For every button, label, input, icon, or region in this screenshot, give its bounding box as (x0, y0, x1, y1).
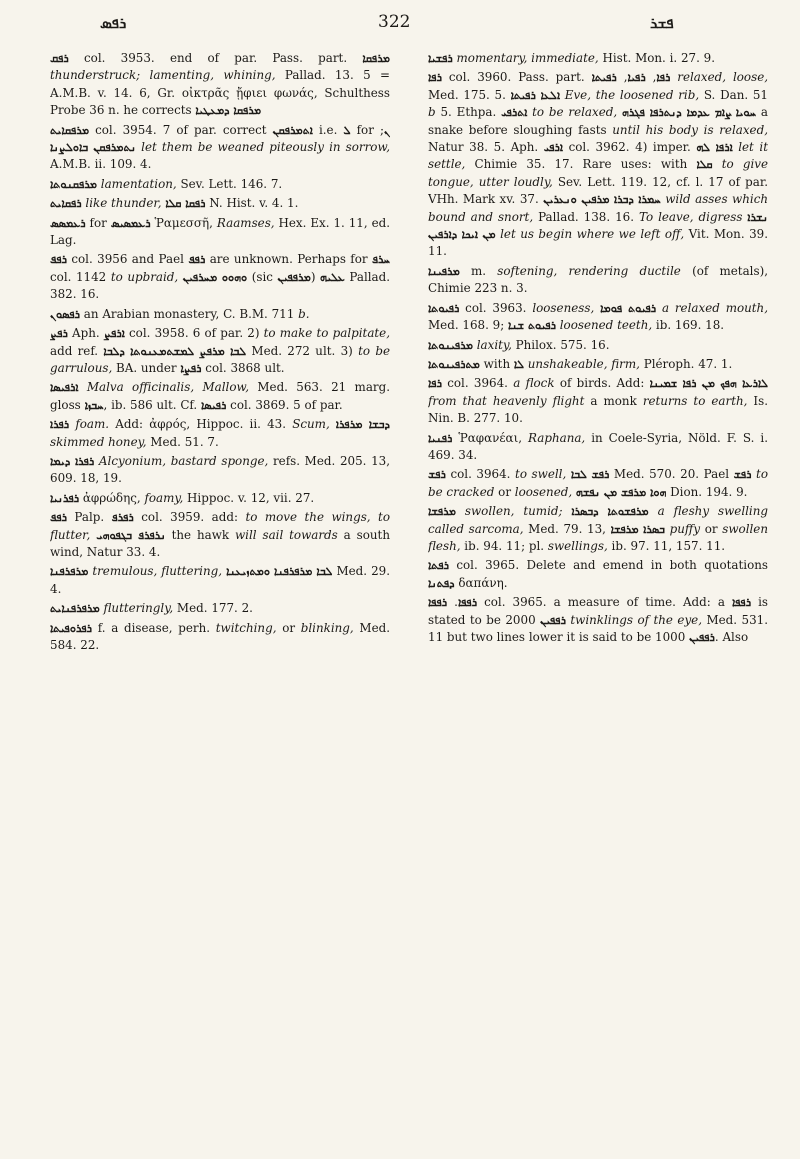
entry-text: Aph. (67, 326, 104, 341)
english-gloss: let them be weaned piteously in sorrow, (136, 140, 390, 155)
entry-text: ib. 94. 11; pl. (460, 538, 548, 553)
entry-text: Pléroph. 47. 1. (639, 356, 733, 371)
english-gloss: laxity, (472, 337, 512, 352)
english-gloss: thunderstruck; lamenting, whining, (50, 68, 276, 83)
english-gloss: flutteringly, (99, 601, 174, 616)
english-gloss: Scum, (292, 417, 336, 432)
entry-text: Vit. Mon. 39. 11. (428, 227, 768, 259)
entry-text: , ib. 586 ult. Cf. (103, 397, 201, 412)
syriac-term: ܪܦܪܢܝܐ (50, 491, 80, 505)
left-column (50, 50, 390, 1140)
syriac-term: ܡܪܦܪܦܢܐ (50, 565, 89, 579)
entry-text: a snake before sloughing fasts (428, 105, 768, 137)
english-gloss: will sail towards (235, 527, 338, 542)
english-gloss: to make to palpitate, (263, 326, 390, 341)
syriac-term: ܪܦܪܦ (111, 511, 134, 525)
english-gloss: swellings, (547, 538, 608, 553)
syriac-term: ܕܦܬܢܐ (428, 576, 455, 590)
english-gloss: to be garrulous, (50, 343, 390, 375)
syriac-term: ܘܗܘܘ ܡܚܪܦܝܢ (182, 270, 248, 284)
entry-text: are unknown. Perhaps for (205, 252, 372, 267)
entry-text: col. 3956 and Pael (66, 252, 189, 267)
syriac-term: ܪܦܦܝܢ (540, 613, 566, 627)
syriac-term: ܪܦܐ (656, 71, 671, 85)
dictionary-entry (50, 563, 390, 598)
dictionary-entry (50, 215, 390, 250)
dictionary-entry (50, 453, 390, 488)
page-number: 322 (378, 12, 411, 32)
syriac-term: ܐܪܦܝܣܐ (50, 381, 79, 395)
english-gloss: let us begin where we left off, (495, 227, 685, 242)
dictionary-entry (428, 594, 768, 646)
dictionary-entry (428, 375, 768, 427)
entry-text: the hawk (165, 527, 235, 542)
syriac-term: ܪܦܝܐ (627, 71, 646, 85)
entry-text: Sev. Lett. 119. 12, cf. l. 17 of par. VHh. Mark xv. 37. (428, 174, 768, 207)
dictionary-entry (428, 557, 768, 592)
syriac-term: ܪܦܪܐ (50, 418, 70, 432)
entry-text: ib. 97. 11, 157. 11. (607, 538, 726, 553)
english-gloss: to move the wings, to flutter, (50, 510, 390, 542)
syriac-term: ܠܒܐ ܡܪܦܨ ܠܡܫܬܡܥܢܘܬܐ ܕܠܒܐ (103, 344, 247, 358)
entry-text: a monk (584, 393, 643, 408)
english-gloss: loosened teeth, (555, 318, 653, 333)
english-gloss: a flock (513, 376, 555, 391)
syriac-term: ܡܪܦܩܢܘܬܐ (50, 177, 98, 191)
entry-text: col. 3959. add: (133, 510, 246, 525)
entry-text: Is. Nin. B. 277. 10. (428, 393, 768, 426)
dictionary-entry (50, 325, 390, 377)
dictionary-entry (428, 356, 768, 373)
entry-text: Sev. Lett. 146. 7. (176, 176, 283, 191)
entry-text: Med. 51. 7. (146, 434, 219, 449)
english-gloss: lamentation, (97, 176, 177, 191)
syriac-term: ܪܦܫ (428, 468, 446, 482)
entry-text: ib. 169. 18. (652, 318, 725, 333)
entry-text: (of metals), Chimie 223 n. 3. (428, 263, 768, 296)
entry-text: is stated to be 2000 (428, 595, 768, 627)
entry-text: m. (459, 263, 498, 278)
entry-text: ; (379, 122, 384, 137)
syriac-term: ܥܠܝܗ (320, 270, 345, 284)
english-gloss: softening, rendering ductile (497, 263, 681, 278)
dictionary-entry (50, 509, 390, 561)
english-gloss: twinklings of the eye, (565, 612, 702, 627)
entry-text: col. 3958. 6 of par. 2) (124, 326, 264, 341)
syriac-term: ܡܪܦܝܢܐ (428, 264, 460, 278)
english-gloss: from that heavenly flight (428, 393, 585, 408)
right-column (428, 50, 768, 1140)
syriac-term: ܪܦܨ (50, 327, 68, 341)
syriac-term: ܡܪܦܩܐ (362, 52, 390, 65)
english-gloss: tremulous, fluttering, (88, 564, 223, 579)
entry-text: col. 3962. 4) imper. (563, 140, 697, 155)
running-head-syriac-left: ܪܦܣ (100, 14, 127, 32)
page-header (0, 0, 800, 44)
english-gloss: unshakeable, firm, (523, 356, 640, 371)
syriac-term: ܪܦܩܐ ܩܠܐ (165, 197, 206, 211)
syriac-term: ܪܦܬܐ (428, 559, 449, 573)
syriac-term: ܢܫܪܐ ܡܢ ܐܝܟܐ ܕܐܪܦܝܢ (428, 210, 768, 242)
entry-text: with (479, 356, 514, 371)
entry-text: for (350, 122, 380, 137)
entry-text: in Coele-Syria, Nöld. F. S. i. 469. 34. (428, 430, 768, 462)
english-gloss: swollen flesh, (428, 521, 768, 553)
dictionary-entry (50, 620, 390, 655)
syriac-term: ܪܦܫܝܐ (428, 52, 453, 65)
syriac-term: ܪܦܐ (428, 71, 442, 85)
english-gloss: Eve, the loosened rib, (560, 87, 700, 102)
syriac-term: ܐܪܦܐ ܠܗ (696, 141, 733, 155)
english-gloss: to give tongue, utter loudly, (428, 157, 768, 189)
entry-text: of birds. Add: (554, 376, 650, 391)
english-gloss: a relaxed mouth, (656, 300, 768, 315)
entry-text: Med. 272 ult. 3) (246, 343, 359, 358)
syriac-term: ܪܦܝܬܐ (591, 71, 617, 85)
english-gloss: to upbraid, (110, 269, 179, 284)
syriac-term: ܠܐܪܥܐ ܗܦܟ ܡܢ ܪܦܐ ܫܡܝܢܐ (649, 377, 768, 391)
syriac-term: ܪܦܝܘܬ ܫܢܐ (508, 319, 556, 333)
english-gloss: Raamses, (216, 215, 275, 230)
entry-text: Ῥαμεσσῆ, (150, 215, 217, 230)
entry-text: , (616, 70, 628, 85)
dictionary-entry (50, 122, 390, 174)
entry-text: an Arabian monastery, C. B.M. 711 (80, 306, 299, 321)
syriac-term: ܩܠܐ (696, 158, 713, 172)
syriac-term: ܪܦܦ (188, 253, 206, 267)
entry-text: add ref. (50, 343, 104, 358)
syriac-term: ܪܥܡܣܣ (50, 216, 86, 230)
english-gloss: foamy, (144, 490, 184, 505)
entry-text: A.M.B. ii. 109. 4. (50, 157, 152, 172)
running-head-syriac-right: ܦܫܪ (650, 14, 674, 32)
entry-text: col. 3869. 5 of par. (226, 397, 343, 412)
syriac-term: ܪܦܨܐ (180, 361, 202, 375)
entry-text: Philox. 575. 16. (511, 337, 610, 352)
syriac-term: ܪܦܦ (50, 253, 67, 267)
entry-text: col. 3868 ult. (201, 360, 285, 375)
dictionary-entry (428, 337, 768, 354)
syriac-term: ܪܦܦ (50, 511, 67, 525)
syriac-term: ܡܪܦܝܢܘܬܐ (428, 338, 473, 352)
dictionary-entry (50, 50, 390, 120)
english-gloss: momentary, immediate, (452, 51, 599, 65)
entry-text: BA. under (112, 360, 181, 375)
entry-text: ) (310, 269, 321, 284)
english-gloss: foam. (69, 417, 110, 432)
entry-text: Palp. (66, 510, 112, 525)
syriac-term: ܪܦܪܘܦܝܬܐ (50, 621, 93, 635)
syriac-term: ܡܪܦܩܐ ܕܡܥܛܝܐ (195, 104, 262, 118)
syriac-term: ܕܒܫܐ ܡܪܦܪܐ (335, 418, 390, 432)
syriac-term: ܪܦܦܐ (731, 596, 752, 610)
english-gloss: puffy (664, 521, 701, 536)
syriac-term: ܡܪܦܫܘܬܐ ܕܒܣܪܐ (571, 505, 649, 519)
entry-text: Med. 29. 4. (50, 564, 390, 596)
entry-text: col. 3953. end of par. Pass. part. (68, 51, 363, 65)
entry-text: or (494, 484, 515, 499)
entry-text: Hist. Mon. i. 27. 9. (598, 51, 716, 65)
entry-text: Pallad. 13. 5 = A.M.B. v. 14. 6, Gr. οἰκτρᾶς ᾔφιει φωνάς, Schulthess Probe 36 n. he corrects (50, 68, 390, 118)
entry-text: Med. 175. 5. (428, 87, 511, 102)
entry-text: i.e. (312, 122, 344, 137)
entry-text: S. Dan. 51 (699, 87, 768, 102)
entry-text: Hex. Ex. 1. 11, ed. Lag. (50, 215, 390, 248)
entry-text: col. 3965. Delete and emend in both quotations (448, 558, 768, 573)
syriac-term: ܡܪܦܫܐ (428, 505, 456, 519)
entry-text: col. 3964. (441, 376, 514, 391)
english-gloss: b. (298, 306, 310, 321)
entry-text: col. 3954. 7 of par. correct (89, 122, 273, 137)
dictionary-entry (50, 251, 390, 303)
dictionary-entry (428, 430, 768, 465)
entry-text: Med. 79. 13, (523, 521, 611, 536)
entry-text: 5. Ethpa. (435, 105, 502, 120)
entry-text: col. 3960. Pass. part. (441, 70, 592, 85)
dictionary-entry (50, 416, 390, 451)
entry-text: f. a disease, perh. (92, 620, 216, 635)
dictionary-entry (428, 50, 768, 67)
entry-text: Hippoc. v. 12, vii. 27. (183, 490, 315, 505)
entry-text: Med. 584. 22. (50, 620, 390, 652)
english-gloss: to be relaxed, (527, 105, 622, 120)
english-gloss: like thunder, (81, 196, 166, 211)
dictionary-entry (50, 379, 390, 414)
english-gloss: Alcyonium, bastard sponge, (94, 453, 269, 468)
syriac-term: ܪܦܦܝܢ (689, 631, 715, 644)
syriac-term: ܚܡܪܐ ܕܒܪܐ ܡܪܦܝܢ ܘܢܥܪܝܢ (543, 193, 661, 207)
entry-text: Natur 38. 5. Aph. (428, 140, 544, 155)
entry-text: Med. 168. 9; (428, 318, 508, 333)
syriac-term: ܪܦܩ (50, 52, 69, 65)
entry-text: col. 1142 (50, 269, 111, 284)
syriac-term: ܪܦܪܐ ܕܝܡܐ (50, 454, 95, 468)
syriac-term: ܐܪܦܨ (103, 327, 125, 341)
dictionary-entry (428, 69, 768, 260)
english-gloss: twitching, (215, 620, 277, 635)
entry-text: Pallad. 382. 16. (50, 269, 390, 302)
entry-text: refs. Med. 205. 13, 609. 18, 19. (50, 453, 390, 486)
syriac-term: ܪܦܐ (428, 377, 442, 391)
english-gloss: To leave, digress (638, 209, 748, 224)
dictionary-entry (50, 306, 390, 323)
dictionary-entry (428, 300, 768, 335)
syriac-term: ܡܪܦܦܝܢ (277, 270, 311, 284)
dictionary-entry (50, 195, 390, 212)
dictionary-entry (50, 490, 390, 507)
english-gloss: loosened, (514, 484, 573, 499)
syriac-term: ܪܦܝܘܬܐ (428, 301, 460, 315)
english-gloss: blinking, (300, 620, 354, 635)
dictionary-entry (428, 466, 768, 501)
syriac-term: ܐܬܡܪܦܩܢ (272, 123, 313, 137)
entry-text: col. 3964. (445, 467, 516, 482)
syriac-term: ܐܪܦܝ (543, 141, 563, 155)
entry-text: or (276, 620, 301, 635)
english-gloss: b (428, 105, 436, 120)
dictionary-entry (428, 263, 768, 298)
syriac-term: ܪܦܦܐ (457, 596, 478, 610)
entry-text: . Also (714, 630, 749, 644)
entry-text: Pallad. 138. 16. (533, 209, 639, 224)
syriac-term: ܠܒܐ ܡܪܦܪܦܢܐ ܘܡܬܙܝܥܢܐ (226, 565, 333, 579)
entry-text: N. Hist. v. 4. 1. (205, 196, 299, 211)
syriac-term: ܠܐ (513, 357, 524, 371)
english-gloss: looseness, (532, 300, 601, 315)
english-gloss: Raphana, (528, 430, 586, 445)
entry-text: col. 3963. (459, 300, 533, 315)
syriac-term: ܪܦܝܣܐ (200, 398, 227, 412)
english-gloss: until his body is relaxed, (612, 122, 768, 137)
english-gloss: wild asses which bound and snort, (428, 192, 768, 224)
syriac-term: ܒܣܪܐ ܡܪܦܫܐ (610, 522, 665, 536)
dictionary-entry (50, 600, 390, 617)
english-gloss: returns to earth, (642, 393, 748, 408)
syriac-term: ܚܪܦ (371, 253, 390, 267)
syriac-term: ܪܦܩܐܝܬ (50, 197, 82, 211)
syriac-term: ܢܪܦܪܦ ܒܓܦܘܗܝ (96, 528, 166, 542)
entry-text: Med. 531. 11 but two lines lower it is said to be 1000 (428, 612, 768, 644)
entry-text: Dion. 194. 9. (666, 484, 748, 499)
entry-text: a south wind, Natur 33. 4. (50, 527, 390, 559)
syriac-term: ܗܘܐ ܡܪܦܫ ܡܢ ܢܦܫܗ (575, 485, 667, 499)
entry-text: . (447, 595, 458, 610)
syriac-term: ܢ (383, 123, 390, 137)
entry-text: or (700, 521, 723, 536)
dictionary-entry (50, 176, 390, 193)
syriac-term: ܐܬܪܦܝ (501, 106, 528, 120)
entry-text: Med. 177. 2. (173, 601, 253, 616)
english-gloss: to swell, (515, 467, 567, 482)
english-gloss: swollen, tumid; (455, 504, 572, 519)
syriac-term: ܪܦܦܐ (428, 596, 448, 610)
english-gloss: to be cracked (428, 467, 768, 499)
entry-text: Med. 563. 21 marg. gloss (50, 380, 390, 412)
syriac-term: ܢܬܡܪܦܩܢ ܒܐܘܠܨܢܐ (50, 141, 137, 155)
syriac-term: ܪܦܢܝܐ (428, 431, 453, 445)
syriac-term: ܡܪܦܩܐܝܬ (50, 123, 90, 137)
english-gloss: relaxed, loose, (670, 70, 768, 85)
entry-text: δαπάνη. (454, 575, 508, 590)
entry-text: ἀφρώδης, (79, 490, 145, 505)
syriac-term: ܡܪܦܪܦܢܐܝܬ (50, 602, 100, 616)
entry-text: (sic (247, 269, 278, 284)
english-gloss: a fleshy swelling called sarcoma, (428, 504, 768, 536)
syriac-term: ܡܬܪܦܝܢܘܬܐ (428, 357, 480, 371)
syriac-term: ܪܦܝܘܬ ܦܘܡܐ (600, 301, 657, 315)
syriac-term: ܚܘܝܐ ܨܐܡ ܥܕܡܐ ܕܢܬܪܦܐ ܦܓܪܗ (621, 106, 757, 120)
entry-text: Ῥαφανέαι, (452, 430, 529, 445)
entry-text: Add: ἀφρός, Hippoc. ii. 43. (109, 417, 293, 432)
syriac-term: ܠ (343, 123, 351, 137)
syriac-term: ܚܒܙܐ (84, 398, 104, 412)
syriac-term: ܐܠܥܐ ܪܦܝܬܐ (510, 88, 561, 102)
syriac-term: ܪܥܡܣܝܣ (110, 216, 151, 230)
entry-text: Med. 570. 20. Pael (609, 467, 734, 482)
english-gloss: Malva officinalis, Mallow, (78, 380, 250, 395)
syriac-term: ܪܦܫ ܠܒܐ (570, 468, 610, 482)
english-gloss: skimmed honey, (50, 434, 147, 449)
entry-text: col. 3965. a measure of time. Add: a (477, 595, 732, 610)
entry-text: , (645, 70, 657, 85)
syriac-term: ܪܦܣܘܢ (50, 307, 81, 321)
english-gloss: let it settle, (428, 140, 768, 172)
syriac-term: ܪܦܫ (733, 468, 752, 482)
entry-text: Chimie 35. 17. Rare uses: with (465, 157, 697, 172)
dictionary-entry (428, 503, 768, 555)
entry-text: for (85, 215, 111, 230)
